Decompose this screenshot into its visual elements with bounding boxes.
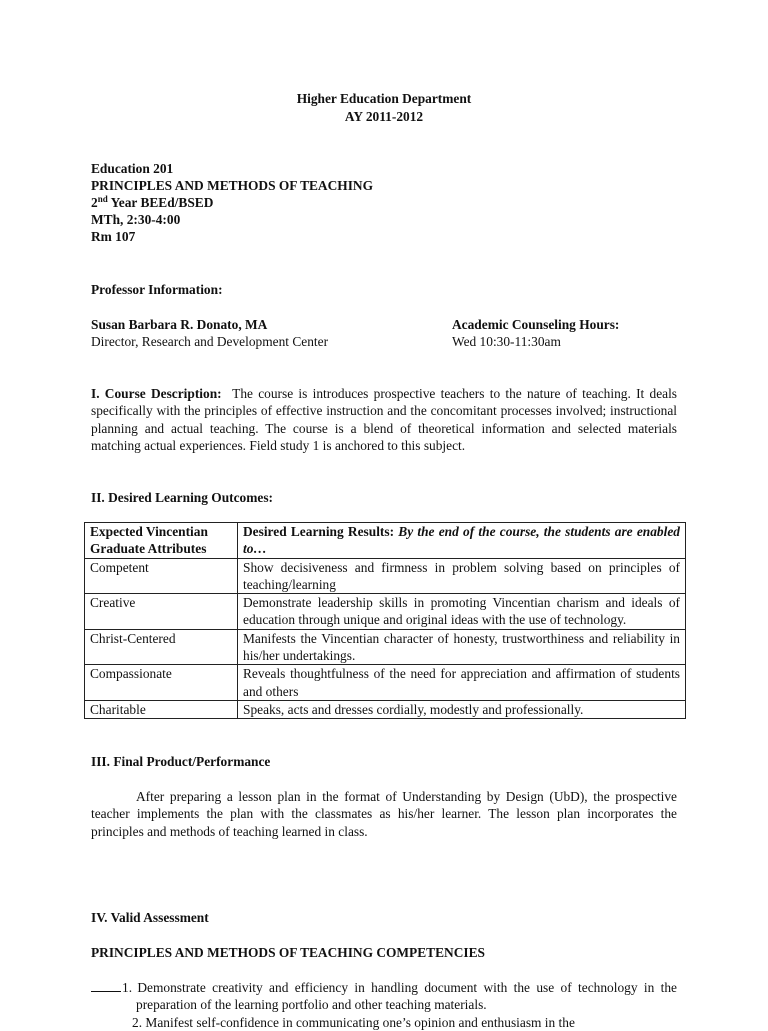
list-item xyxy=(132,1014,677,1031)
table-row xyxy=(85,558,686,594)
course-description-text: The course is introduces prospective teachers to the nature of teaching. It deals specifically with the principles of effective instruction and the concomitant processes involved; instructional planning and actual teaching. The course is a blend of theoretical information and selected materials matching actual experiences. Field study 1 is anchored to this subject. xyxy=(91,386,678,453)
table-row xyxy=(85,665,686,701)
item-number: 1. xyxy=(122,980,133,995)
attribute-cell: Christ-Centered xyxy=(85,629,238,665)
final-product-text: After preparing a lesson plan in the format of Understanding by Design (UbD), the prospective teacher implements the plan with the classmates as his/her learner. The lesson plan incorporates the principles and methods of teaching learned in class. xyxy=(91,789,677,839)
academic-year: AY 2011-2012 xyxy=(344,109,424,124)
course-schedule: MTh, 2:30-4:00 xyxy=(91,212,181,227)
results-header xyxy=(238,523,686,559)
attribute-cell: Creative xyxy=(85,594,238,630)
final-product-heading: III. Final Product/Performance xyxy=(91,754,271,769)
list-item xyxy=(91,979,677,1013)
attribute-cell: Compassionate xyxy=(85,665,238,701)
learning-outcomes-heading: II. Desired Learning Outcomes: xyxy=(91,490,274,505)
year-program: Year BEEd/BSED xyxy=(107,195,214,210)
attributes-header: Expected Vincentian Graduate Attributes xyxy=(85,523,238,559)
result-cell: Demonstrate leadership skills in promoting Vincentian charism and ideals of education through unique and original ideas with the use of technology. xyxy=(238,594,686,630)
result-cell: Reveals thoughtfulness of the need for appreciation and affirmation of students and others xyxy=(238,665,686,701)
counseling-hours-value: Wed 10:30-11:30am xyxy=(452,334,561,349)
course-title: PRINCIPLES AND METHODS OF TEACHING xyxy=(91,178,373,193)
year-number: 2 xyxy=(91,195,98,210)
answer-blank[interactable] xyxy=(91,979,121,992)
table-row xyxy=(85,629,686,665)
result-cell: Speaks, acts and dresses cordially, modestly and professionally. xyxy=(238,700,686,718)
table-row xyxy=(85,700,686,718)
year-suffix: nd xyxy=(97,194,108,204)
course-description xyxy=(91,385,677,454)
results-header-label: Desired Learning Results: xyxy=(243,524,395,539)
course-year xyxy=(91,194,213,211)
attribute-cell: Competent xyxy=(85,558,238,594)
attribute-cell: Charitable xyxy=(85,700,238,718)
result-cell: Show decisiveness and firmness in problem solving based on principles of teaching/learning xyxy=(238,558,686,594)
department-title: Higher Education Department xyxy=(296,91,472,106)
learning-outcomes-table xyxy=(84,522,686,719)
course-description-heading: I. Course Description: xyxy=(91,386,222,401)
table-row xyxy=(85,594,686,630)
item-text: Demonstrate creativity and efficiency in handling document with the use of technology in the preparation of the learning portfolio and other teaching materials. xyxy=(136,980,677,1013)
professor-position: Director, Research and Development Center xyxy=(91,334,329,349)
item-number: 2. xyxy=(132,1015,143,1030)
item-text: Manifest self-confidence in communicating one’s opinion and enthusiasm in the xyxy=(145,1015,575,1030)
valid-assessment-heading: IV. Valid Assessment xyxy=(91,910,209,925)
competencies-heading: PRINCIPLES AND METHODS OF TEACHING COMPETENCIES xyxy=(91,945,485,960)
results-header-note: By the end of the course, the students are enabled to… xyxy=(243,524,680,557)
table-header-row xyxy=(85,523,686,559)
professor-heading: Professor Information: xyxy=(91,282,223,297)
professor-name: Susan Barbara R. Donato, MA xyxy=(91,317,268,332)
counseling-hours-label: Academic Counseling Hours: xyxy=(452,317,620,332)
course-code: Education 201 xyxy=(91,161,174,176)
course-room: Rm 107 xyxy=(91,229,136,244)
result-cell: Manifests the Vincentian character of honesty, trustworthiness and reliability in his/her undertakings. xyxy=(238,629,686,665)
